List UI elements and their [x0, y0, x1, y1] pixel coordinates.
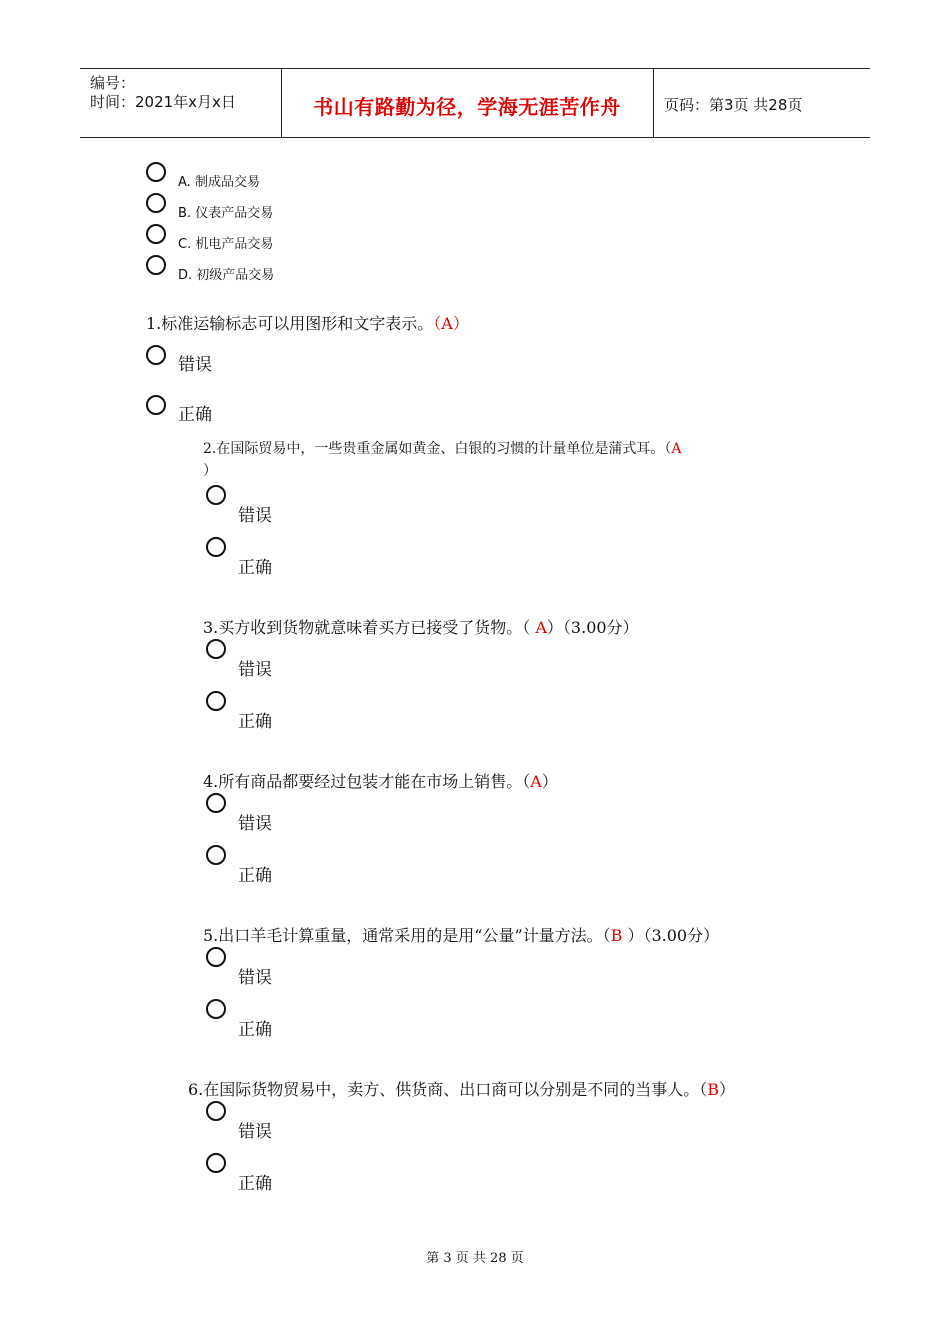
question-2-right-radio[interactable]	[206, 537, 226, 557]
option-b-radio[interactable]	[146, 193, 166, 213]
question-3-wrong-radio[interactable]	[206, 639, 226, 659]
question-2-wrong-label: 错误	[238, 506, 272, 526]
option-a-label: A. 制成品交易	[178, 175, 260, 190]
header-motto: 书山有路勤为径，学海无涯苦作舟	[313, 95, 621, 119]
header-right-cell	[654, 69, 870, 137]
question-1-right-label: 正确	[178, 405, 212, 425]
option-d-radio[interactable]	[146, 255, 166, 275]
question-4-right-label: 正确	[238, 866, 272, 886]
document-number-label: 编号：	[90, 74, 136, 92]
header-page-info: 页码：第3页 共28页	[664, 96, 803, 114]
question-5-wrong-radio[interactable]	[206, 947, 226, 967]
question-4-right-radio[interactable]	[206, 845, 226, 865]
question-3-answer: A	[535, 618, 547, 637]
question-2-text-line2: ）	[203, 463, 217, 479]
question-2-right-label: 正确	[238, 558, 272, 578]
question-1-text: 1.标准运输标志可以用图形和文字表示。（A）	[146, 314, 469, 333]
question-1-answer: （A）	[433, 314, 469, 333]
question-1-wrong-label: 错误	[178, 355, 212, 375]
question-6-wrong-radio[interactable]	[206, 1101, 226, 1121]
option-b-label: B. 仪表产品交易	[178, 206, 274, 221]
header-left-cell	[80, 69, 282, 137]
question-6-wrong-label: 错误	[238, 1122, 272, 1142]
question-6-right-radio[interactable]	[206, 1153, 226, 1173]
header-middle-cell	[281, 69, 654, 137]
question-4-wrong-label: 错误	[238, 814, 272, 834]
question-3-right-radio[interactable]	[206, 691, 226, 711]
question-2-wrong-radio[interactable]	[206, 485, 226, 505]
question-6-answer: B	[707, 1080, 720, 1099]
question-3-text: 3.买方收到货物就意味着买方已接受了货物。（ A）（3.00分）	[203, 618, 639, 637]
option-c-radio[interactable]	[146, 224, 166, 244]
page-footer: 第 3 页 共 28 页	[426, 1251, 524, 1266]
question-6-text: 6.在国际货物贸易中，卖方、供货商、出口商可以分别是不同的当事人。（B）	[188, 1080, 736, 1099]
question-5-answer: B	[610, 926, 628, 945]
question-1-right-radio[interactable]	[146, 395, 166, 415]
document-time-label: 时间：2021年x月x日	[90, 93, 236, 111]
question-4-wrong-radio[interactable]	[206, 793, 226, 813]
question-4-answer: A	[530, 772, 542, 791]
question-5-right-label: 正确	[238, 1020, 272, 1040]
page-header	[80, 68, 870, 138]
question-5-right-radio[interactable]	[206, 999, 226, 1019]
question-1-wrong-radio[interactable]	[146, 345, 166, 365]
question-4-text: 4.所有商品都要经过包装才能在市场上销售。（A）	[203, 772, 558, 791]
option-a-radio[interactable]	[146, 162, 166, 182]
question-3-wrong-label: 错误	[238, 660, 272, 680]
question-3-right-label: 正确	[238, 712, 272, 732]
option-c-label: C. 机电产品交易	[178, 237, 274, 252]
question-5-wrong-label: 错误	[238, 968, 272, 988]
question-2-answer: A	[671, 441, 682, 457]
question-2-text: 2.在国际贸易中，一些贵重金属如黄金、白银的习惯的计量单位是蒲式耳。（A	[203, 441, 682, 457]
question-5-text: 5.出口羊毛计算重量，通常采用的是用“公量”计量方法。（B ）（3.00分）	[203, 926, 720, 945]
option-d-label: D. 初级产品交易	[178, 268, 275, 283]
question-6-right-label: 正确	[238, 1174, 272, 1194]
